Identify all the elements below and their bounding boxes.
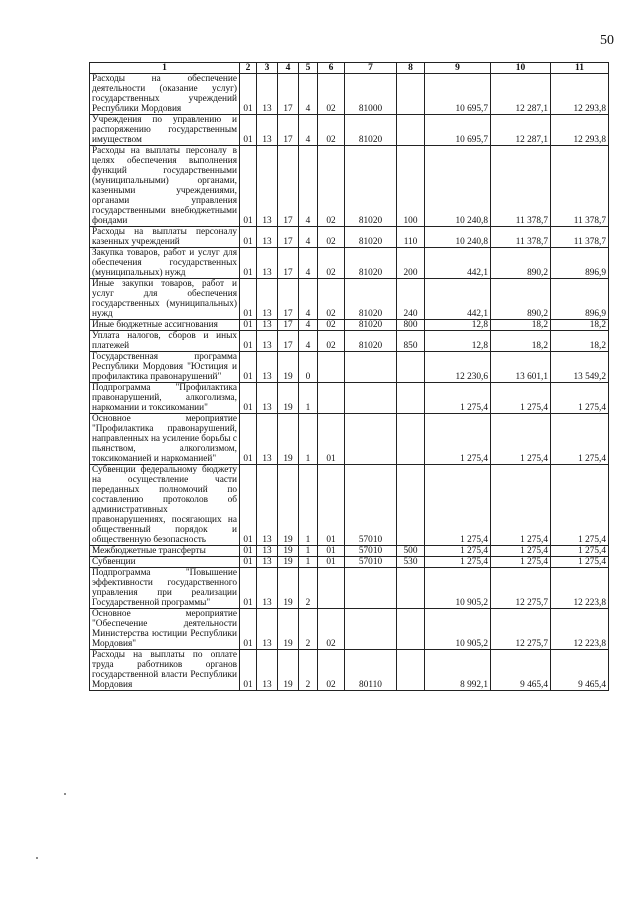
code-cell: 01 bbox=[240, 414, 257, 465]
amount-cell: 442,1 bbox=[425, 279, 491, 320]
amount-cell: 18,2 bbox=[491, 331, 551, 352]
code-cell: 19 bbox=[278, 609, 299, 650]
table-row bbox=[90, 331, 609, 352]
code-cell: 01 bbox=[240, 557, 257, 568]
table-row bbox=[90, 115, 609, 146]
code-cell: 02 bbox=[318, 115, 345, 146]
column-header: 3 bbox=[257, 63, 278, 74]
code-cell: 19 bbox=[278, 546, 299, 557]
amount-cell: 1 275,4 bbox=[491, 557, 551, 568]
amount-cell: 18,2 bbox=[551, 320, 609, 331]
code-cell: 13 bbox=[257, 352, 278, 383]
code-cell: 01 bbox=[240, 546, 257, 557]
code-cell: 01 bbox=[240, 383, 257, 414]
code-cell: 01 bbox=[240, 248, 257, 279]
budget-table bbox=[89, 62, 609, 691]
row-name: Учреждения по управлению и распоряжению государственным имуществом bbox=[92, 115, 237, 145]
row-name-cell bbox=[90, 557, 240, 568]
row-name: Подпрограмма "Повышение эффективности государственного управления при реализации Государственной программы" bbox=[92, 568, 237, 608]
amount-cell: 11 378,7 bbox=[551, 227, 609, 248]
amount-cell: 12 223,8 bbox=[551, 568, 609, 609]
code-cell: 13 bbox=[257, 650, 278, 691]
column-header: 2 bbox=[240, 63, 257, 74]
code-cell: 02 bbox=[318, 279, 345, 320]
table-row bbox=[90, 74, 609, 115]
row-name: Расходы на обеспечение деятельности (оказание услуг) государственных учреждений Республики Мордовия bbox=[92, 74, 237, 114]
code-cell: 81020 bbox=[345, 248, 397, 279]
row-name: Основное мероприятие "Обеспечение деятельности Министерства юстиции Республики Мордовия" bbox=[92, 609, 237, 649]
amount-cell: 1 275,4 bbox=[551, 414, 609, 465]
row-name: Расходы на выплаты персоналу в целях обеспечения выполнения функций государственными (муниципальными) органами, казенными учреждениями, органами управления государственными внебюджетными фондами bbox=[92, 146, 237, 226]
code-cell: 01 bbox=[240, 227, 257, 248]
amount-cell: 1 275,4 bbox=[425, 557, 491, 568]
code-cell: 02 bbox=[318, 609, 345, 650]
table-row bbox=[90, 248, 609, 279]
code-cell: 2 bbox=[299, 609, 318, 650]
code-cell: 01 bbox=[240, 352, 257, 383]
code-cell bbox=[345, 609, 397, 650]
row-name: Закупка товаров, работ и услуг для обеспечения государственных (муниципальных) нужд bbox=[92, 248, 237, 278]
amount-cell: 1 275,4 bbox=[551, 546, 609, 557]
row-name-cell bbox=[90, 352, 240, 383]
amount-cell: 9 465,4 bbox=[551, 650, 609, 691]
code-cell: 19 bbox=[278, 557, 299, 568]
code-cell: 81020 bbox=[345, 227, 397, 248]
code-cell bbox=[345, 383, 397, 414]
code-cell: 13 bbox=[257, 320, 278, 331]
code-cell: 4 bbox=[299, 248, 318, 279]
code-cell: 13 bbox=[257, 74, 278, 115]
code-cell bbox=[318, 568, 345, 609]
code-cell: 81020 bbox=[345, 279, 397, 320]
amount-cell: 13 601,1 bbox=[491, 352, 551, 383]
amount-cell: 8 992,1 bbox=[425, 650, 491, 691]
amount-cell: 890,2 bbox=[491, 248, 551, 279]
code-cell: 4 bbox=[299, 74, 318, 115]
code-cell: 01 bbox=[318, 414, 345, 465]
code-cell: 17 bbox=[278, 115, 299, 146]
code-cell: 13 bbox=[257, 546, 278, 557]
code-cell: 4 bbox=[299, 115, 318, 146]
row-name-cell bbox=[90, 248, 240, 279]
code-cell bbox=[345, 352, 397, 383]
code-cell: 13 bbox=[257, 609, 278, 650]
code-cell: 1 bbox=[299, 414, 318, 465]
code-cell: 01 bbox=[240, 465, 257, 546]
code-cell: 13 bbox=[257, 146, 278, 227]
row-name-cell bbox=[90, 414, 240, 465]
scan-speck bbox=[36, 857, 38, 859]
code-cell: 81020 bbox=[345, 146, 397, 227]
code-cell: 17 bbox=[278, 279, 299, 320]
code-cell: 01 bbox=[318, 557, 345, 568]
table-row bbox=[90, 414, 609, 465]
amount-cell: 1 275,4 bbox=[551, 383, 609, 414]
code-cell: 01 bbox=[240, 74, 257, 115]
row-name: Иные бюджетные ассигнования bbox=[92, 320, 218, 330]
row-name-cell bbox=[90, 609, 240, 650]
amount-cell: 12 287,1 bbox=[491, 115, 551, 146]
column-header: 4 bbox=[278, 63, 299, 74]
code-cell: 19 bbox=[278, 383, 299, 414]
code-cell bbox=[397, 650, 425, 691]
code-cell: 01 bbox=[318, 546, 345, 557]
code-cell: 57010 bbox=[345, 546, 397, 557]
amount-cell: 10 240,8 bbox=[425, 146, 491, 227]
amount-cell: 12 293,8 bbox=[551, 115, 609, 146]
row-name-cell bbox=[90, 279, 240, 320]
table-row bbox=[90, 609, 609, 650]
page-number: 50 bbox=[600, 33, 614, 48]
row-name-cell bbox=[90, 546, 240, 557]
code-cell: 1 bbox=[299, 383, 318, 414]
code-cell bbox=[397, 414, 425, 465]
code-cell: 01 bbox=[240, 331, 257, 352]
code-cell: 17 bbox=[278, 227, 299, 248]
code-cell: 110 bbox=[397, 227, 425, 248]
code-cell bbox=[318, 352, 345, 383]
code-cell: 850 bbox=[397, 331, 425, 352]
code-cell: 19 bbox=[278, 414, 299, 465]
column-header: 6 bbox=[318, 63, 345, 74]
code-cell: 1 bbox=[299, 557, 318, 568]
amount-cell: 1 275,4 bbox=[491, 383, 551, 414]
table-row bbox=[90, 320, 609, 331]
code-cell: 4 bbox=[299, 279, 318, 320]
amount-cell: 1 275,4 bbox=[551, 465, 609, 546]
row-name: Подпрограмма "Профилактика правонарушений, алкоголизма, наркомании и токсикомании" bbox=[92, 383, 237, 413]
code-cell bbox=[397, 74, 425, 115]
code-cell bbox=[397, 352, 425, 383]
code-cell: 01 bbox=[240, 279, 257, 320]
amount-cell: 1 275,4 bbox=[425, 383, 491, 414]
code-cell: 01 bbox=[240, 115, 257, 146]
amount-cell: 890,2 bbox=[491, 279, 551, 320]
amount-cell: 442,1 bbox=[425, 248, 491, 279]
code-cell: 17 bbox=[278, 331, 299, 352]
amount-cell: 12 275,7 bbox=[491, 609, 551, 650]
code-cell: 200 bbox=[397, 248, 425, 279]
amount-cell: 12,8 bbox=[425, 320, 491, 331]
code-cell: 13 bbox=[257, 383, 278, 414]
code-cell: 13 bbox=[257, 248, 278, 279]
row-name-cell bbox=[90, 465, 240, 546]
row-name-cell bbox=[90, 568, 240, 609]
code-cell: 01 bbox=[318, 465, 345, 546]
code-cell: 13 bbox=[257, 331, 278, 352]
row-name: Государственная программа Республики Мордовия "Юстиция и профилактика правонарушений" bbox=[92, 352, 237, 382]
code-cell: 13 bbox=[257, 414, 278, 465]
column-header: 5 bbox=[299, 63, 318, 74]
code-cell: 01 bbox=[240, 609, 257, 650]
row-name-cell bbox=[90, 115, 240, 146]
code-cell: 19 bbox=[278, 650, 299, 691]
code-cell: 80110 bbox=[345, 650, 397, 691]
amount-cell: 10 905,2 bbox=[425, 568, 491, 609]
amount-cell: 13 549,2 bbox=[551, 352, 609, 383]
code-cell bbox=[397, 568, 425, 609]
row-name: Основное мероприятие "Профилактика правонарушений, направленных на усиление борьбы с пьянством, алкоголизмом, токсикоманией и наркоманией" bbox=[92, 414, 237, 464]
code-cell: 01 bbox=[240, 568, 257, 609]
amount-cell: 1 275,4 bbox=[491, 546, 551, 557]
amount-cell: 10 905,2 bbox=[425, 609, 491, 650]
amount-cell: 12 287,1 bbox=[491, 74, 551, 115]
code-cell: 17 bbox=[278, 74, 299, 115]
code-cell: 2 bbox=[299, 650, 318, 691]
code-cell: 02 bbox=[318, 320, 345, 331]
column-header: 11 bbox=[551, 63, 609, 74]
row-name: Субвенции федеральному бюджету на осуществление части переданных полномочий по составлению протоколов об административных правонарушениях, посягающих на общественный порядок и общественную безопасность bbox=[92, 465, 237, 545]
code-cell bbox=[345, 568, 397, 609]
code-cell: 17 bbox=[278, 248, 299, 279]
amount-cell: 9 465,4 bbox=[491, 650, 551, 691]
code-cell: 02 bbox=[318, 650, 345, 691]
code-cell: 13 bbox=[257, 227, 278, 248]
column-header: 7 bbox=[345, 63, 397, 74]
amount-cell: 12 223,8 bbox=[551, 609, 609, 650]
table-row bbox=[90, 568, 609, 609]
table-row bbox=[90, 227, 609, 248]
amount-cell: 12,8 bbox=[425, 331, 491, 352]
code-cell: 0 bbox=[299, 352, 318, 383]
row-name-cell bbox=[90, 146, 240, 227]
code-cell: 02 bbox=[318, 74, 345, 115]
code-cell: 1 bbox=[299, 546, 318, 557]
table-header-row bbox=[90, 63, 609, 74]
code-cell: 4 bbox=[299, 227, 318, 248]
table-row bbox=[90, 650, 609, 691]
code-cell: 57010 bbox=[345, 557, 397, 568]
amount-cell: 11 378,7 bbox=[491, 146, 551, 227]
row-name-cell bbox=[90, 227, 240, 248]
code-cell bbox=[397, 115, 425, 146]
table-row bbox=[90, 146, 609, 227]
code-cell: 81020 bbox=[345, 331, 397, 352]
column-header: 9 bbox=[425, 63, 491, 74]
amount-cell: 1 275,4 bbox=[551, 557, 609, 568]
table-row bbox=[90, 546, 609, 557]
code-cell: 19 bbox=[278, 465, 299, 546]
amount-cell: 1 275,4 bbox=[491, 414, 551, 465]
code-cell: 01 bbox=[240, 320, 257, 331]
code-cell: 4 bbox=[299, 320, 318, 331]
row-name: Уплата налогов, сборов и иных платежей bbox=[92, 331, 237, 351]
amount-cell: 11 378,7 bbox=[491, 227, 551, 248]
code-cell: 02 bbox=[318, 331, 345, 352]
code-cell: 81020 bbox=[345, 320, 397, 331]
amount-cell: 1 275,4 bbox=[425, 465, 491, 546]
column-header: 8 bbox=[397, 63, 425, 74]
row-name-cell bbox=[90, 74, 240, 115]
code-cell: 01 bbox=[240, 650, 257, 691]
code-cell: 81020 bbox=[345, 115, 397, 146]
amount-cell: 12 275,7 bbox=[491, 568, 551, 609]
code-cell bbox=[318, 383, 345, 414]
row-name-cell bbox=[90, 383, 240, 414]
table-row bbox=[90, 352, 609, 383]
amount-cell: 1 275,4 bbox=[425, 546, 491, 557]
column-header: 10 bbox=[491, 63, 551, 74]
row-name: Иные закупки товаров, работ и услуг для обеспечения государственных (муниципальных) нужд bbox=[92, 279, 237, 319]
code-cell: 530 bbox=[397, 557, 425, 568]
row-name-cell bbox=[90, 320, 240, 331]
code-cell: 19 bbox=[278, 352, 299, 383]
amount-cell: 12 293,8 bbox=[551, 74, 609, 115]
code-cell: 13 bbox=[257, 115, 278, 146]
row-name: Расходы на выплаты персоналу казенных учреждений bbox=[92, 227, 237, 247]
code-cell bbox=[397, 383, 425, 414]
amount-cell: 896,9 bbox=[551, 279, 609, 320]
code-cell: 19 bbox=[278, 568, 299, 609]
code-cell: 13 bbox=[257, 568, 278, 609]
code-cell: 240 bbox=[397, 279, 425, 320]
code-cell: 13 bbox=[257, 557, 278, 568]
code-cell: 17 bbox=[278, 146, 299, 227]
code-cell: 81000 bbox=[345, 74, 397, 115]
code-cell: 13 bbox=[257, 465, 278, 546]
table-row bbox=[90, 279, 609, 320]
code-cell: 500 bbox=[397, 546, 425, 557]
code-cell: 100 bbox=[397, 146, 425, 227]
row-name: Субвенции bbox=[92, 557, 136, 567]
scan-speck bbox=[64, 793, 66, 795]
table-row bbox=[90, 465, 609, 546]
amount-cell: 10 695,7 bbox=[425, 115, 491, 146]
table-row bbox=[90, 383, 609, 414]
code-cell: 02 bbox=[318, 248, 345, 279]
code-cell: 1 bbox=[299, 465, 318, 546]
row-name-cell bbox=[90, 331, 240, 352]
amount-cell: 10 240,8 bbox=[425, 227, 491, 248]
code-cell bbox=[345, 414, 397, 465]
row-name-cell bbox=[90, 650, 240, 691]
amount-cell: 18,2 bbox=[491, 320, 551, 331]
code-cell: 800 bbox=[397, 320, 425, 331]
code-cell bbox=[397, 609, 425, 650]
code-cell: 01 bbox=[240, 146, 257, 227]
code-cell: 02 bbox=[318, 146, 345, 227]
amount-cell: 896,9 bbox=[551, 248, 609, 279]
code-cell: 4 bbox=[299, 146, 318, 227]
amount-cell: 10 695,7 bbox=[425, 74, 491, 115]
amount-cell: 12 230,6 bbox=[425, 352, 491, 383]
row-name: Межбюджетные трансферты bbox=[92, 546, 206, 556]
amount-cell: 18,2 bbox=[551, 331, 609, 352]
code-cell: 13 bbox=[257, 279, 278, 320]
amount-cell: 11 378,7 bbox=[551, 146, 609, 227]
code-cell: 57010 bbox=[345, 465, 397, 546]
code-cell: 2 bbox=[299, 568, 318, 609]
code-cell bbox=[397, 465, 425, 546]
row-name: Расходы на выплаты по оплате труда работников органов государственной власти Республики Мордовия bbox=[92, 650, 237, 690]
table-row bbox=[90, 557, 609, 568]
amount-cell: 1 275,4 bbox=[425, 414, 491, 465]
column-header: 1 bbox=[90, 63, 240, 74]
code-cell: 02 bbox=[318, 227, 345, 248]
code-cell: 17 bbox=[278, 320, 299, 331]
code-cell: 4 bbox=[299, 331, 318, 352]
amount-cell: 1 275,4 bbox=[491, 465, 551, 546]
